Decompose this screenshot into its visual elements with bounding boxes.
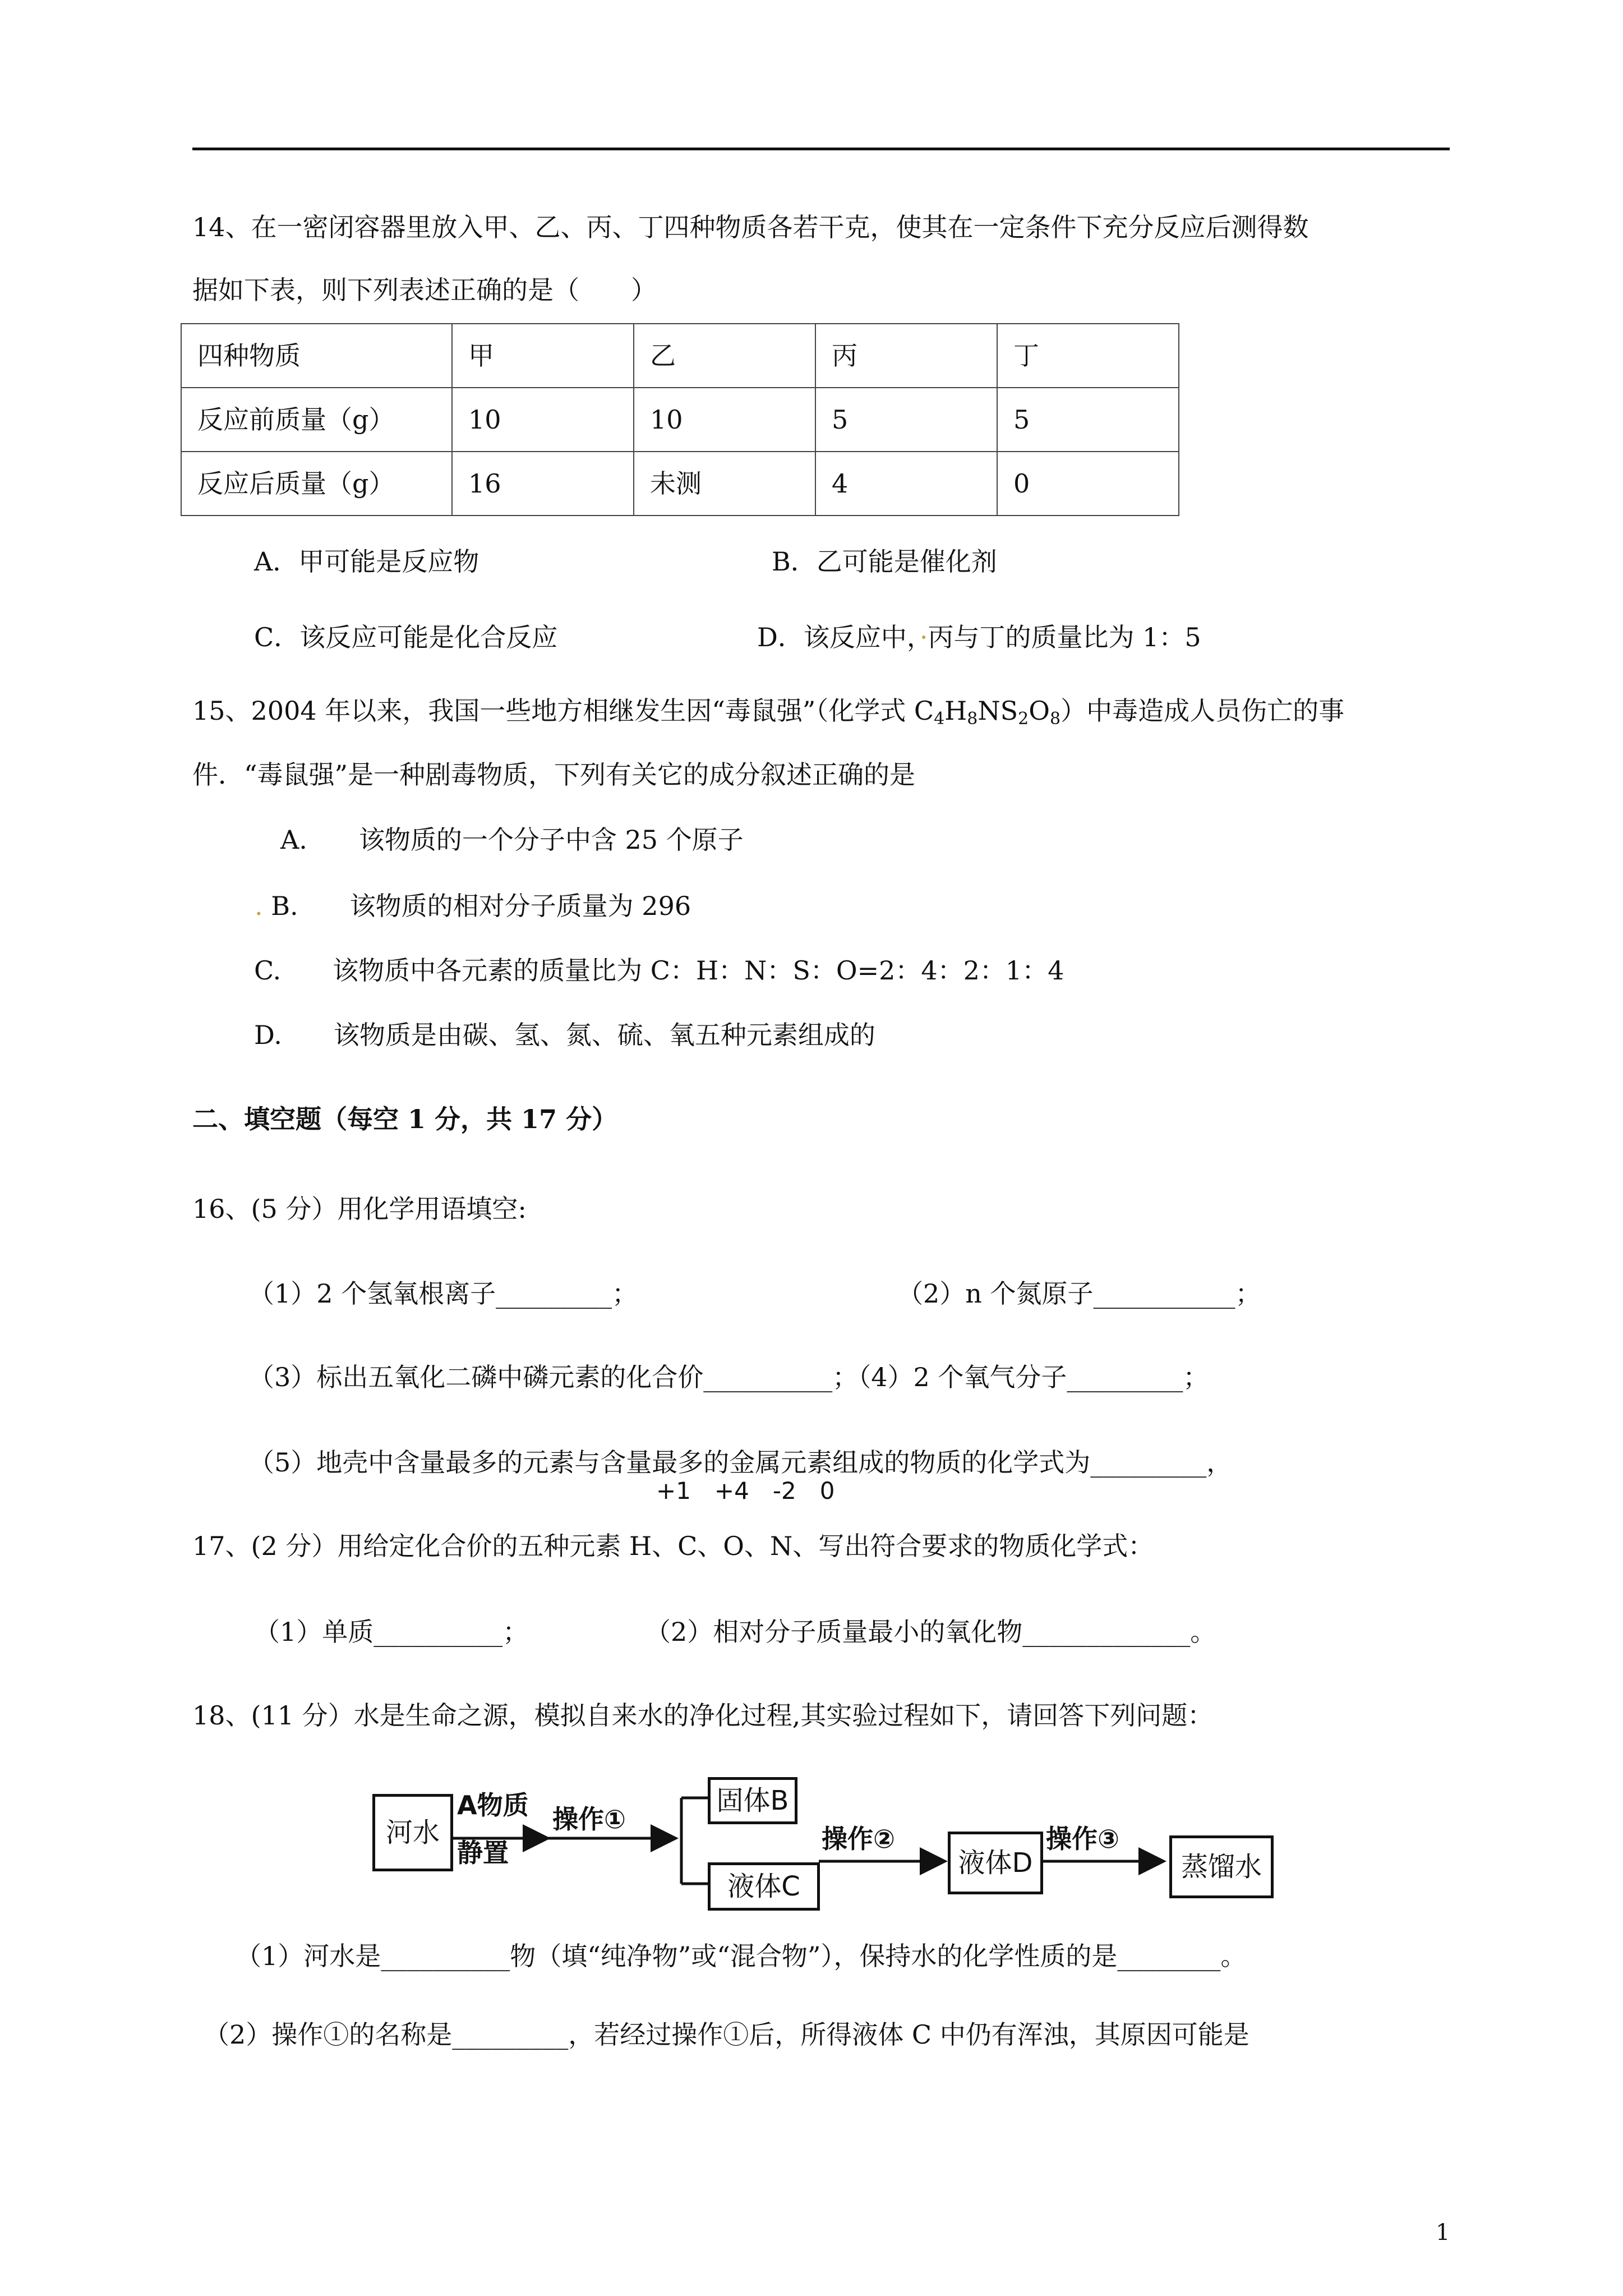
operation-2-label: 操作② (822, 1824, 895, 1854)
q15-stem-line2: 件．“毒鼠强”是一种剧毒物质，下列有关它的成分叙述正确的是 (192, 760, 916, 790)
q15-option-d: D. 该物质是由碳、氢、氮、硫、氧五种元素组成的 (254, 1020, 875, 1050)
q14-option-b: B．乙可能是催化剂 (772, 546, 997, 577)
q18-item1: （1）河水是__________物（填“纯净物”或“混合物”），保持水的化学性质的是________。 (236, 1941, 1247, 1971)
q14-stem-line1: 14、在一密闭容器里放入甲、乙、丙、丁四种物质各若干克，使其在一定条件下充分反应后测得数 (192, 212, 1309, 242)
section2-title: 二、填空题（每空 1 分，共 17 分） (192, 1104, 618, 1134)
table-cell: 16 (452, 452, 634, 516)
stray-dot-mark: . (255, 891, 263, 921)
formula-subscript: 8 (967, 709, 978, 729)
q18-item2: （2）操作①的名称是_________，若经过操作①后，所得液体 C 中仍有浑浊，其原因可能是 (204, 2019, 1249, 2050)
river-water-box: 河水 (372, 1794, 453, 1871)
q17-item2: （2）相对分子质量最小的氧化物_____________。 (645, 1617, 1216, 1647)
q14-option-a: A．甲可能是反应物 (254, 546, 479, 577)
q15-stem-part2: ）中毒造成人员伤亡的事 (1061, 696, 1345, 726)
q16-item3: （3）标出五氧化二磷中磷元素的化合价__________；（4）2 个氧气分子_________； (248, 1362, 1209, 1392)
table-cell: 反应前质量（g） (181, 388, 452, 452)
q15-option-b-text: B. 该物质的相对分子质量为 296 (271, 891, 691, 921)
q16-item2: （2）n 个氮原子___________； (897, 1278, 1261, 1309)
q16-item1: （1）2 个氢氧根离子_________； (248, 1278, 638, 1309)
formula-subscript: 4 (934, 709, 945, 729)
formula-element: H (944, 696, 967, 726)
settle-label: 静置 (457, 1838, 509, 1868)
q15-option-a: A. 该物质的一个分子中含 25 个原子 (280, 825, 744, 855)
table-cell: 4 (815, 452, 997, 516)
q15-stem-part1: 15、2004 年以来，我国一些地方相继发生因“毒鼠强”（化学式 C (192, 696, 934, 726)
distilled-water-box: 蒸馏水 (1169, 1835, 1274, 1898)
table-header-cell: 甲 (452, 324, 634, 388)
q14-option-c: C．该反应可能是化合反应 (254, 622, 558, 652)
page-number: 1 (1436, 2220, 1450, 2246)
q16-stem: 16、(5 分）用化学用语填空: (192, 1194, 527, 1224)
q17-item1: （1）单质__________； (254, 1617, 529, 1647)
operation-3-label: 操作③ (1046, 1824, 1119, 1854)
table-cell: 未测 (634, 452, 815, 516)
q17-stem: 17、(2 分）用给定化合价的五种元素 H、C、O、N、写出符合要求的物质化学式： (192, 1531, 1154, 1561)
table-header-cell: 丙 (815, 324, 997, 388)
table-cell: 5 (997, 388, 1179, 452)
q14-option-d-prefix: D．该反应中， (757, 622, 920, 652)
q18-stem: 18、(11 分）水是生命之源，模拟自来水的净化过程,其实验过程如下，请回答下列问题： (192, 1700, 1214, 1731)
formula-element: NS (978, 696, 1018, 726)
liquid-d-box: 液体D (948, 1832, 1043, 1894)
reagent-a-label: A物质 (457, 1790, 529, 1820)
q14-stem-line2: 据如下表，则下列表述正确的是（ ） (192, 275, 657, 305)
liquid-c-box: 液体C (708, 1862, 820, 1911)
table-cell: 5 (815, 388, 997, 452)
q14-option-d-rest: 丙与丁的质量比为 1：5 (928, 622, 1201, 652)
q17-valence-labels: +1 +4 -2 0 (656, 1477, 835, 1504)
table-cell: 10 (634, 388, 815, 452)
formula-subscript: 2 (1018, 709, 1029, 729)
q15-option-c: C. 该物质中各元素的质量比为 C：H：N：S：O=2：4：2：1：4 (254, 955, 1064, 986)
formula-element: O (1029, 696, 1050, 726)
table-cell: 0 (997, 452, 1179, 516)
table-cell: 反应后质量（g） (181, 452, 452, 516)
operation-1-label: 操作① (552, 1804, 626, 1834)
table-header-cell: 四种物质 (181, 324, 452, 388)
table-header-cell: 乙 (634, 324, 815, 388)
formula-subscript: 8 (1049, 709, 1061, 729)
table-header-cell: 丁 (997, 324, 1179, 388)
table-cell: 10 (452, 388, 634, 452)
stray-dot-mark: · (919, 622, 928, 652)
solid-b-box: 固体B (708, 1777, 797, 1824)
q16-item5: （5）地壳中含量最多的元素与含量最多的金属元素组成的物质的化学式为_________， (248, 1447, 1233, 1478)
